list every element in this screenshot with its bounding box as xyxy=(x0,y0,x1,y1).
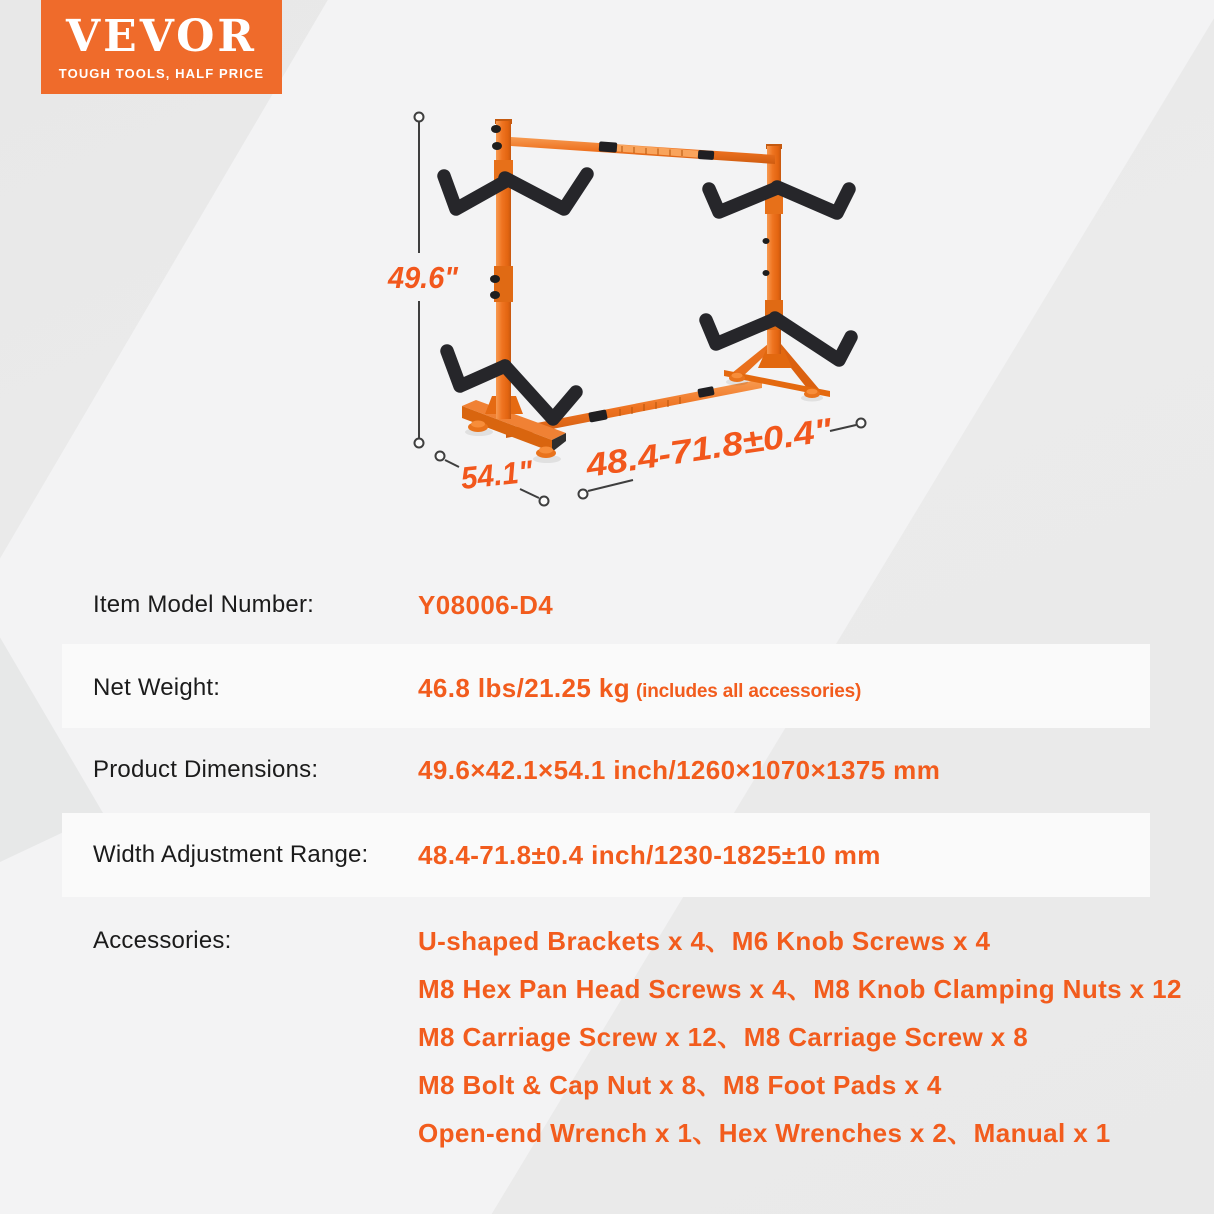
spec-value-width-range: 48.4-71.8±0.4 inch/1230-1825±10 mm xyxy=(418,840,881,870)
foam-arm-lower-right-a xyxy=(706,319,775,344)
vevor-logo-tagline: TOUGH TOOLS, HALF PRICE xyxy=(58,66,265,81)
net-weight-value: 46.8 lbs/21.25 kg xyxy=(418,673,631,703)
width-dimension-label: 48.4-71.8±0.4" xyxy=(583,414,806,484)
spec-label-product-dimensions: Product Dimensions: xyxy=(93,756,319,783)
spec-label-net-weight: Net Weight: xyxy=(93,674,221,701)
accessories-line-4: M8 Bolt & Cap Nut x 8、M8 Foot Pads x 4 xyxy=(418,1070,942,1100)
spec-label-accessories: Accessories: xyxy=(93,927,232,954)
net-weight-note: (includes all accessories) xyxy=(636,681,862,702)
accessories-line-5: Open-end Wrench x 1、Hex Wrenches x 2、Manual x 1 xyxy=(418,1118,1111,1148)
accessories-line-3: M8 Carriage Screw x 12、M8 Carriage Screw x 8 xyxy=(418,1022,1029,1052)
top-crossbar xyxy=(511,137,775,164)
foam-arm-upper-right-b xyxy=(777,187,849,213)
vevor-logo-wordmark: VEVOR xyxy=(66,11,257,62)
depth-dimension-label: 54.1" xyxy=(459,453,538,496)
accessories-line-1: U-shaped Brackets x 4、M6 Knob Screws x 4 xyxy=(418,926,991,956)
spec-label-model-number: Item Model Number: xyxy=(93,591,315,618)
kayak-rack-dimension-diagram xyxy=(330,95,910,515)
spec-value-model-number: Y08006-D4 xyxy=(418,590,554,620)
spec-label-width-range: Width Adjustment Range: xyxy=(93,841,369,868)
spec-value-accessories xyxy=(418,917,1182,1157)
spec-value-product-dimensions: 49.6×42.1×54.1 inch/1260×1070×1375 mm xyxy=(418,755,941,785)
kayak-rack-illustration xyxy=(330,95,910,515)
vevor-logo xyxy=(41,0,282,94)
foam-arm-upper-left-b xyxy=(505,174,587,209)
accessories-line-2: M8 Hex Pan Head Screws x 4、M8 Knob Clamping Nuts x 12 xyxy=(418,974,1182,1004)
spec-value-net-weight xyxy=(418,672,861,708)
height-dimension-label: 49.6" xyxy=(387,260,460,295)
left-base xyxy=(462,396,566,463)
